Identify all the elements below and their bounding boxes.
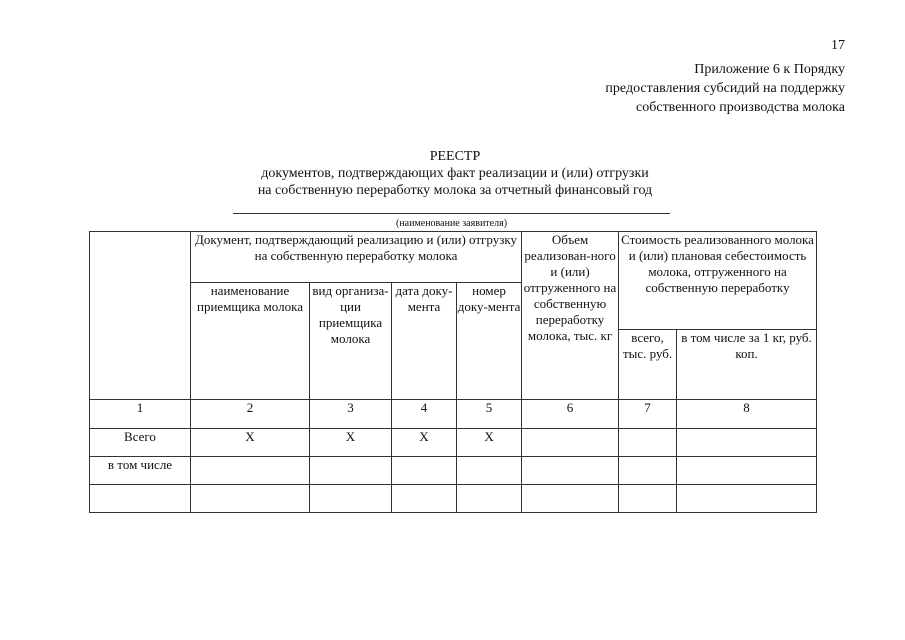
header-blank-cell (90, 232, 191, 400)
header-volume: Объем реализован-ного и (или) отгруженного на собственную переработку молока, тыс. кг (522, 232, 619, 400)
page-number: 17 (831, 38, 845, 53)
applicant-name-line (233, 213, 670, 214)
header-document-group: Документ, подтверждающий реализацию и (или) отгрузку на собственную переработку молока (191, 232, 522, 283)
document-heading (150, 148, 760, 199)
header-document-number: номер доку-мента (457, 283, 522, 400)
table-cell (457, 485, 522, 513)
table-cell (522, 485, 619, 513)
column-number: 7 (619, 400, 677, 429)
table-row (90, 429, 817, 457)
table-cell (310, 485, 392, 513)
header-document-date: дата доку-мента (392, 283, 457, 400)
table-cell (522, 429, 619, 457)
table-cell (522, 457, 619, 485)
column-number: 8 (677, 400, 817, 429)
column-number: 6 (522, 400, 619, 429)
table-cell (619, 457, 677, 485)
appendix-line-2: предоставления субсидий на поддержку (605, 81, 845, 96)
column-number: 3 (310, 400, 392, 429)
column-number: 1 (90, 400, 191, 429)
table-cell (677, 429, 817, 457)
table-cell (677, 457, 817, 485)
table-cell (191, 485, 310, 513)
table-cell: Х (457, 429, 522, 457)
table-row (90, 457, 817, 485)
table-cell (392, 457, 457, 485)
column-number: 5 (457, 400, 522, 429)
document-title: РЕЕСТР (429, 149, 481, 164)
table-header-row (90, 232, 817, 283)
table-cell: Х (191, 429, 310, 457)
header-cost-per-kg: в том числе за 1 кг, руб. коп. (677, 330, 817, 400)
column-number: 2 (191, 400, 310, 429)
applicant-name-caption: (наименование заявителя) (395, 218, 508, 229)
registry-table (89, 231, 817, 513)
header-cost-total: всего, тыс. руб. (619, 330, 677, 400)
table-cell (310, 457, 392, 485)
document-subtitle-line-2: на собственную переработку молока за отчетный финансовый год (257, 183, 653, 198)
document-subtitle-line-1: документов, подтверждающих факт реализации и (или) отгрузки (261, 166, 649, 181)
table-cell (191, 457, 310, 485)
table-cell: Х (392, 429, 457, 457)
column-number-row (90, 400, 817, 429)
header-receiver-type: вид организа-ции приемщика молока (310, 283, 392, 400)
table-cell (677, 485, 817, 513)
row-label: в том числе (90, 457, 191, 485)
appendix-line-3: собственного производства молока (636, 100, 845, 115)
row-label: Всего (90, 429, 191, 457)
table-cell (619, 485, 677, 513)
header-receiver-name: наименование приемщика молока (191, 283, 310, 400)
appendix-line-1: Приложение 6 к Порядку (694, 62, 845, 77)
row-label (90, 485, 191, 513)
table-cell (619, 429, 677, 457)
header-cost-group: Стоимость реализованного молока и (или) плановая себестоимость молока, отгруженного на собственную переработку (619, 232, 817, 330)
appendix-reference (605, 60, 845, 117)
table-cell: Х (310, 429, 392, 457)
column-number: 4 (392, 400, 457, 429)
table-cell (392, 485, 457, 513)
table-row (90, 485, 817, 513)
table-cell (457, 457, 522, 485)
